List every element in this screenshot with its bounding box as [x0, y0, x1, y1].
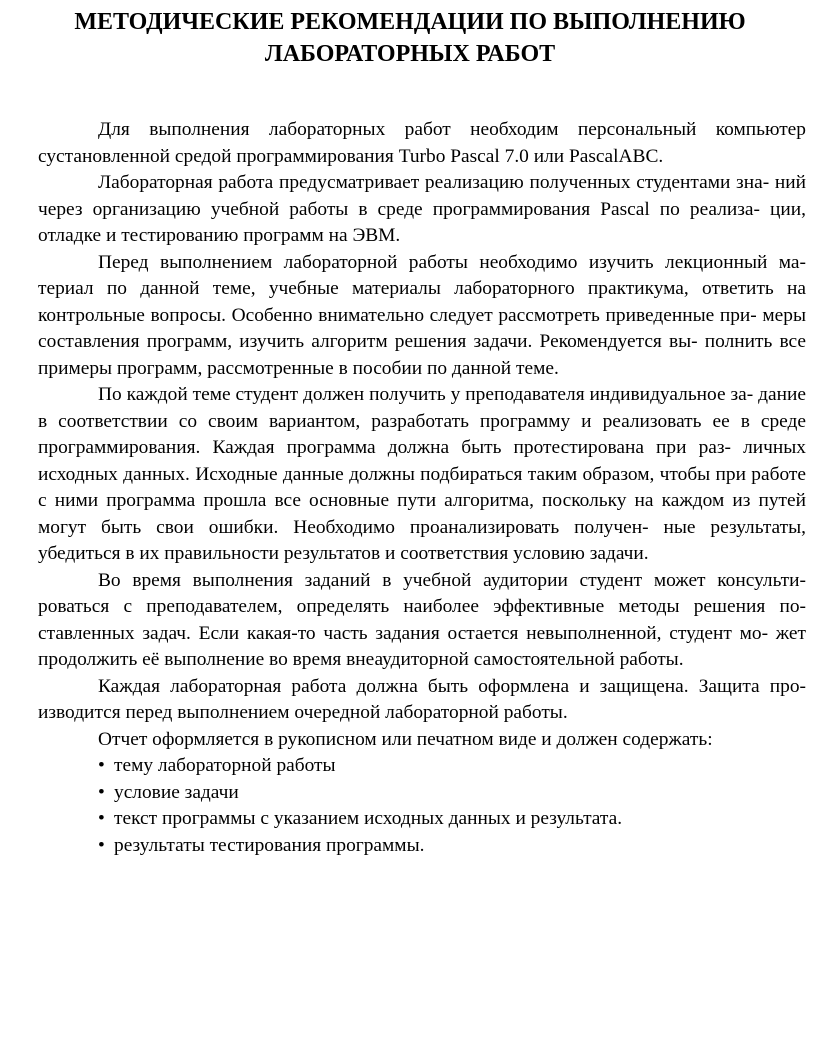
list-item-text: результаты тестирования программы.: [114, 834, 425, 856]
title-line-1: МЕТОДИЧЕСКИЕ РЕКОМЕНДАЦИИ ПО ВЫПОЛНЕНИЮ: [74, 9, 746, 35]
list-item-text: текст программы с указанием исходных данных и результата.: [114, 808, 623, 829]
paragraph-report-intro: Отчет оформляется в рукописном или печатном виде и должен содержать:: [98, 728, 713, 750]
title-line-2: ЛАБОРАТОРНЫХ РАБОТ: [264, 41, 556, 67]
paragraph-requirements: Для выполнения лабораторных работ необходим персональный компьютер сустановленной средой программирования Turbo Pascal 7.0 или PascalABC.: [38, 119, 806, 167]
bullet-icon: •: [98, 781, 105, 803]
bullet-icon: •: [98, 834, 105, 856]
page-title: [40, 6, 780, 70]
list-item: [98, 780, 806, 807]
paragraph-purpose: Лабораторная работа предусматривает реализацию полученных студентами зна- ний через организацию учебной работы в среде программирования Pascal по реализа- ции, отладке и тестированию программ на ЭВМ.: [38, 172, 806, 246]
list-item: [98, 753, 806, 780]
paragraph-preparation: Перед выполнением лабораторной работы необходимо изучить лекционный ма- териал по данной теме, учебные материалы лабораторного практикума, ответить на контрольные вопросы. Особенно внимательно следует рассмотреть приведенные при- меры составления программ, изучить алгоритм решения задачи. Рекомендуется вы- полнить все примеры программ, рассмотренные в пособии по данной теме.: [38, 251, 806, 379]
bullet-icon: •: [98, 808, 105, 829]
document-body: [38, 117, 806, 859]
paragraph-defense: Каждая лабораторная работа должна быть оформлена и защищена. Защита про- изводится перед выполнением очередной лабораторной работы.: [38, 675, 806, 723]
list-item: [98, 833, 806, 860]
report-contents-list: [38, 753, 806, 859]
paragraph-consultation: Во время выполнения заданий в учебной аудитории студент может консульти- роваться с преподавателем, определять наиболее эффективные методы решения по- ставленных задач. Если какая-то часть задания остается невыполненной, студент мо- жет продолжить её выполнение во время внеаудиторной самостоятельной работы.: [38, 569, 806, 670]
list-item-text: условие задачи: [114, 781, 239, 803]
list-item-text: тему лабораторной работы: [114, 755, 336, 776]
bullet-icon: •: [98, 755, 105, 776]
paragraph-individual-task: По каждой теме студент должен получить у преподавателя индивидуальное за- дание в соответствии со своим вариантом, разработать программу и реализовать ее в среде программирования. Каждая программа должна быть протестирована при раз- личных исходных данных. Исходные данные должны подбираться таким образом, чтобы при работе с ними программа прошла все основные пути алгоритма, поскольку на каждом из путей могут быть свои ошибки. Необходимо проанализировать получен- ные результаты, убедиться в их правильности результатов и соответствия условию задачи.: [38, 384, 806, 564]
list-item: [98, 806, 806, 833]
